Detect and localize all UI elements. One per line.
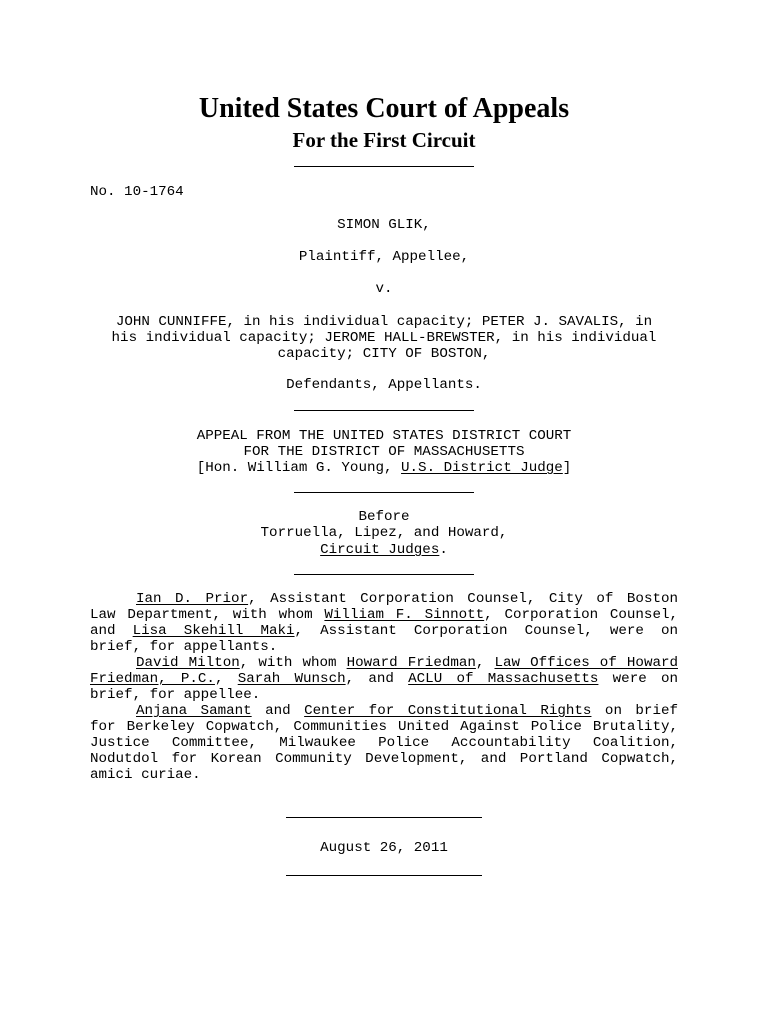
attorney-name: Lisa Skehill Maki bbox=[132, 623, 295, 639]
judge-title: U.S. District Judge bbox=[401, 460, 563, 476]
circuit-subtitle: For the First Circuit bbox=[292, 128, 476, 152]
judge-bracket: ] bbox=[562, 460, 572, 476]
counsel-line: amici curiae. bbox=[90, 767, 201, 783]
versus: v. bbox=[375, 281, 393, 297]
counsel-line: Justice Committee, Milwaukee Police Accountability Coalition, bbox=[90, 735, 678, 751]
counsel-text: were on bbox=[598, 671, 678, 687]
counsel-text: , bbox=[214, 671, 238, 687]
divider bbox=[286, 875, 482, 876]
attorney-name: William F. Sinnott bbox=[324, 607, 485, 623]
counsel-text: , bbox=[475, 655, 495, 671]
counsel-text: , Corporation Counsel, bbox=[484, 607, 678, 623]
organization-name: ACLU of Massachusetts bbox=[408, 671, 599, 687]
panel-judges: Torruella, Lipez, and Howard, bbox=[260, 525, 508, 541]
attorney-name: Anjana Samant bbox=[136, 703, 252, 719]
defendants-line: JOHN CUNNIFFE, in his individual capacity; PETER J. SAVALIS, in bbox=[115, 314, 653, 330]
plaintiff-name: SIMON GLIK, bbox=[337, 217, 431, 233]
decision-date: August 26, 2011 bbox=[320, 840, 448, 856]
defendants-line: capacity; CITY OF BOSTON, bbox=[277, 346, 491, 362]
firm-name: Law Offices of Howard bbox=[494, 655, 678, 671]
counsel-line bbox=[90, 655, 678, 671]
counsel-line bbox=[90, 591, 678, 607]
counsel-text: , with whom bbox=[239, 655, 347, 671]
district-judge bbox=[0, 460, 768, 476]
attorney-name: Howard Friedman bbox=[346, 655, 476, 671]
firm-name: Friedman, P.C. bbox=[90, 671, 215, 687]
counsel-text: Law Department, with whom bbox=[90, 607, 325, 623]
attorney-name: David Milton bbox=[136, 655, 240, 671]
counsel-line: brief, for appellants. bbox=[90, 639, 278, 655]
counsel-appellants bbox=[90, 591, 678, 655]
counsel-line bbox=[90, 671, 678, 687]
counsel-amici bbox=[90, 703, 678, 783]
panel-period: . bbox=[439, 542, 448, 558]
panel-title bbox=[0, 542, 768, 558]
counsel-line bbox=[90, 703, 678, 719]
counsel-text: and bbox=[90, 623, 133, 639]
divider bbox=[286, 817, 482, 818]
attorney-name: Ian D. Prior bbox=[136, 591, 249, 607]
circuit-judges-label: Circuit Judges bbox=[320, 542, 440, 558]
appeal-line: APPEAL FROM THE UNITED STATES DISTRICT COURT bbox=[196, 428, 572, 444]
counsel-line bbox=[90, 623, 678, 639]
attorney-name: Sarah Wunsch bbox=[237, 671, 346, 687]
divider bbox=[294, 166, 474, 167]
counsel-line: Nodutdol for Korean Community Development, and Portland Copwatch, bbox=[90, 751, 678, 767]
divider bbox=[294, 410, 474, 411]
divider bbox=[294, 574, 474, 575]
defendants-line: his individual capacity; JEROME HALL-BREWSTER, in his individual bbox=[111, 330, 657, 346]
counsel-line: brief, for appellee. bbox=[90, 687, 261, 703]
appeal-district: FOR THE DISTRICT OF MASSACHUSETTS bbox=[243, 444, 525, 460]
counsel-text: on brief bbox=[591, 703, 678, 719]
divider bbox=[294, 492, 474, 493]
counsel-text: , and bbox=[345, 671, 409, 687]
case-number: No. 10-1764 bbox=[90, 184, 184, 200]
defendants-role: Defendants, Appellants. bbox=[286, 377, 482, 393]
counsel-appellee bbox=[90, 655, 678, 703]
judge-name: [Hon. William G. Young, bbox=[196, 460, 402, 476]
counsel-text: and bbox=[251, 703, 305, 719]
counsel-text: , Assistant Corporation Counsel, were on bbox=[294, 623, 678, 639]
organization-name: Center for Constitutional Rights bbox=[304, 703, 592, 719]
plaintiff-role: Plaintiff, Appellee, bbox=[298, 249, 470, 265]
counsel-text: , Assistant Corporation Counsel, City of Boston bbox=[248, 591, 679, 607]
court-title: United States Court of Appeals bbox=[198, 93, 570, 124]
panel-before: Before bbox=[358, 509, 410, 525]
counsel-line bbox=[90, 607, 678, 623]
counsel-line: for Berkeley Copwatch, Communities United Against Police Brutality, bbox=[90, 719, 678, 735]
